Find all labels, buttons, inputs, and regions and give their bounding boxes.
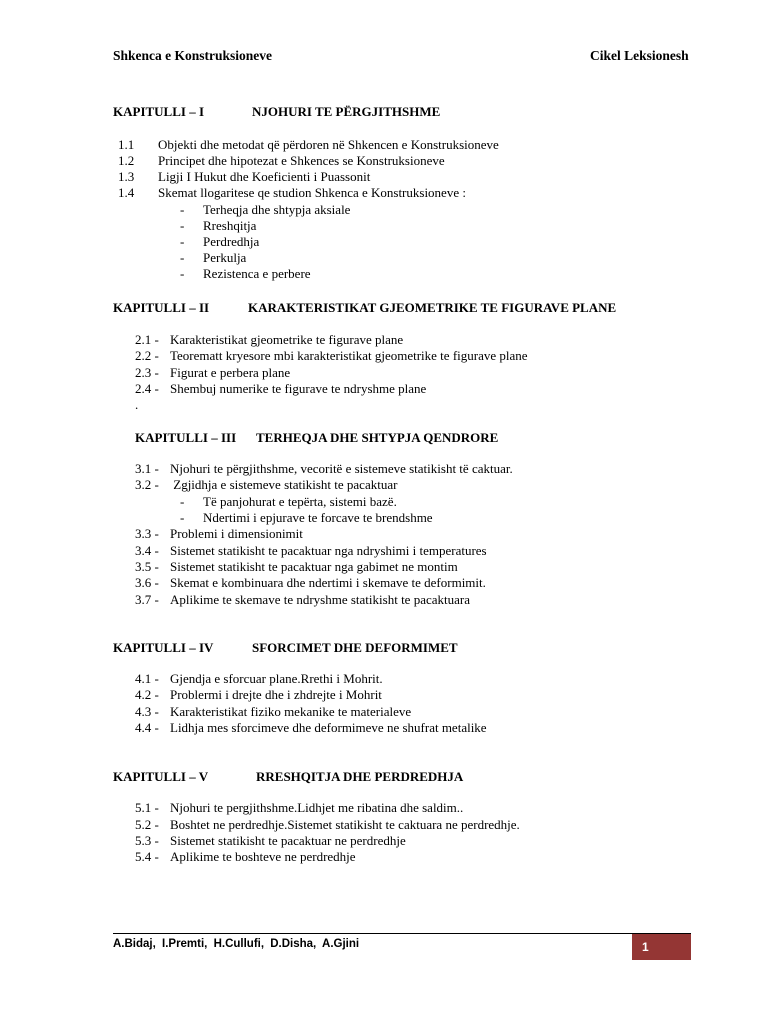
chapter-5-label: KAPITULLI – V: [113, 769, 209, 784]
footer-authors: A.Bidaj, I.Premti, H.Cullufi, D.Disha, A.Gjini: [113, 938, 360, 950]
header-left: Shkenca e Konstruksioneve: [113, 48, 273, 63]
chapter-2-title: KARAKTERISTIKAT GJEOMETRIKE TE FIGURAVE PLANE: [248, 300, 617, 315]
chapter-4-label: KAPITULLI – IV: [113, 640, 214, 655]
trailing-dot: .: [135, 397, 139, 412]
chapter-4-title: SFORCIMET DHE DEFORMIMET: [252, 640, 458, 655]
chapter-5-title: RRESHQITJA DHE PERDREDHJA: [256, 769, 464, 784]
page-number: 1: [632, 934, 691, 960]
header-right: Cikel Leksionesh: [590, 48, 689, 63]
chapter-3-label: KAPITULLI – III: [135, 430, 237, 445]
chapter-1-label: KAPITULLI – I: [113, 104, 205, 119]
chapter-1-title: NJOHURI TE PËRGJITHSHME: [252, 104, 441, 119]
chapter-3-title: TERHEQJA DHE SHTYPJA QENDRORE: [256, 430, 499, 445]
footer-divider: [113, 933, 691, 934]
chapter-2-label: KAPITULLI – II: [113, 300, 210, 315]
